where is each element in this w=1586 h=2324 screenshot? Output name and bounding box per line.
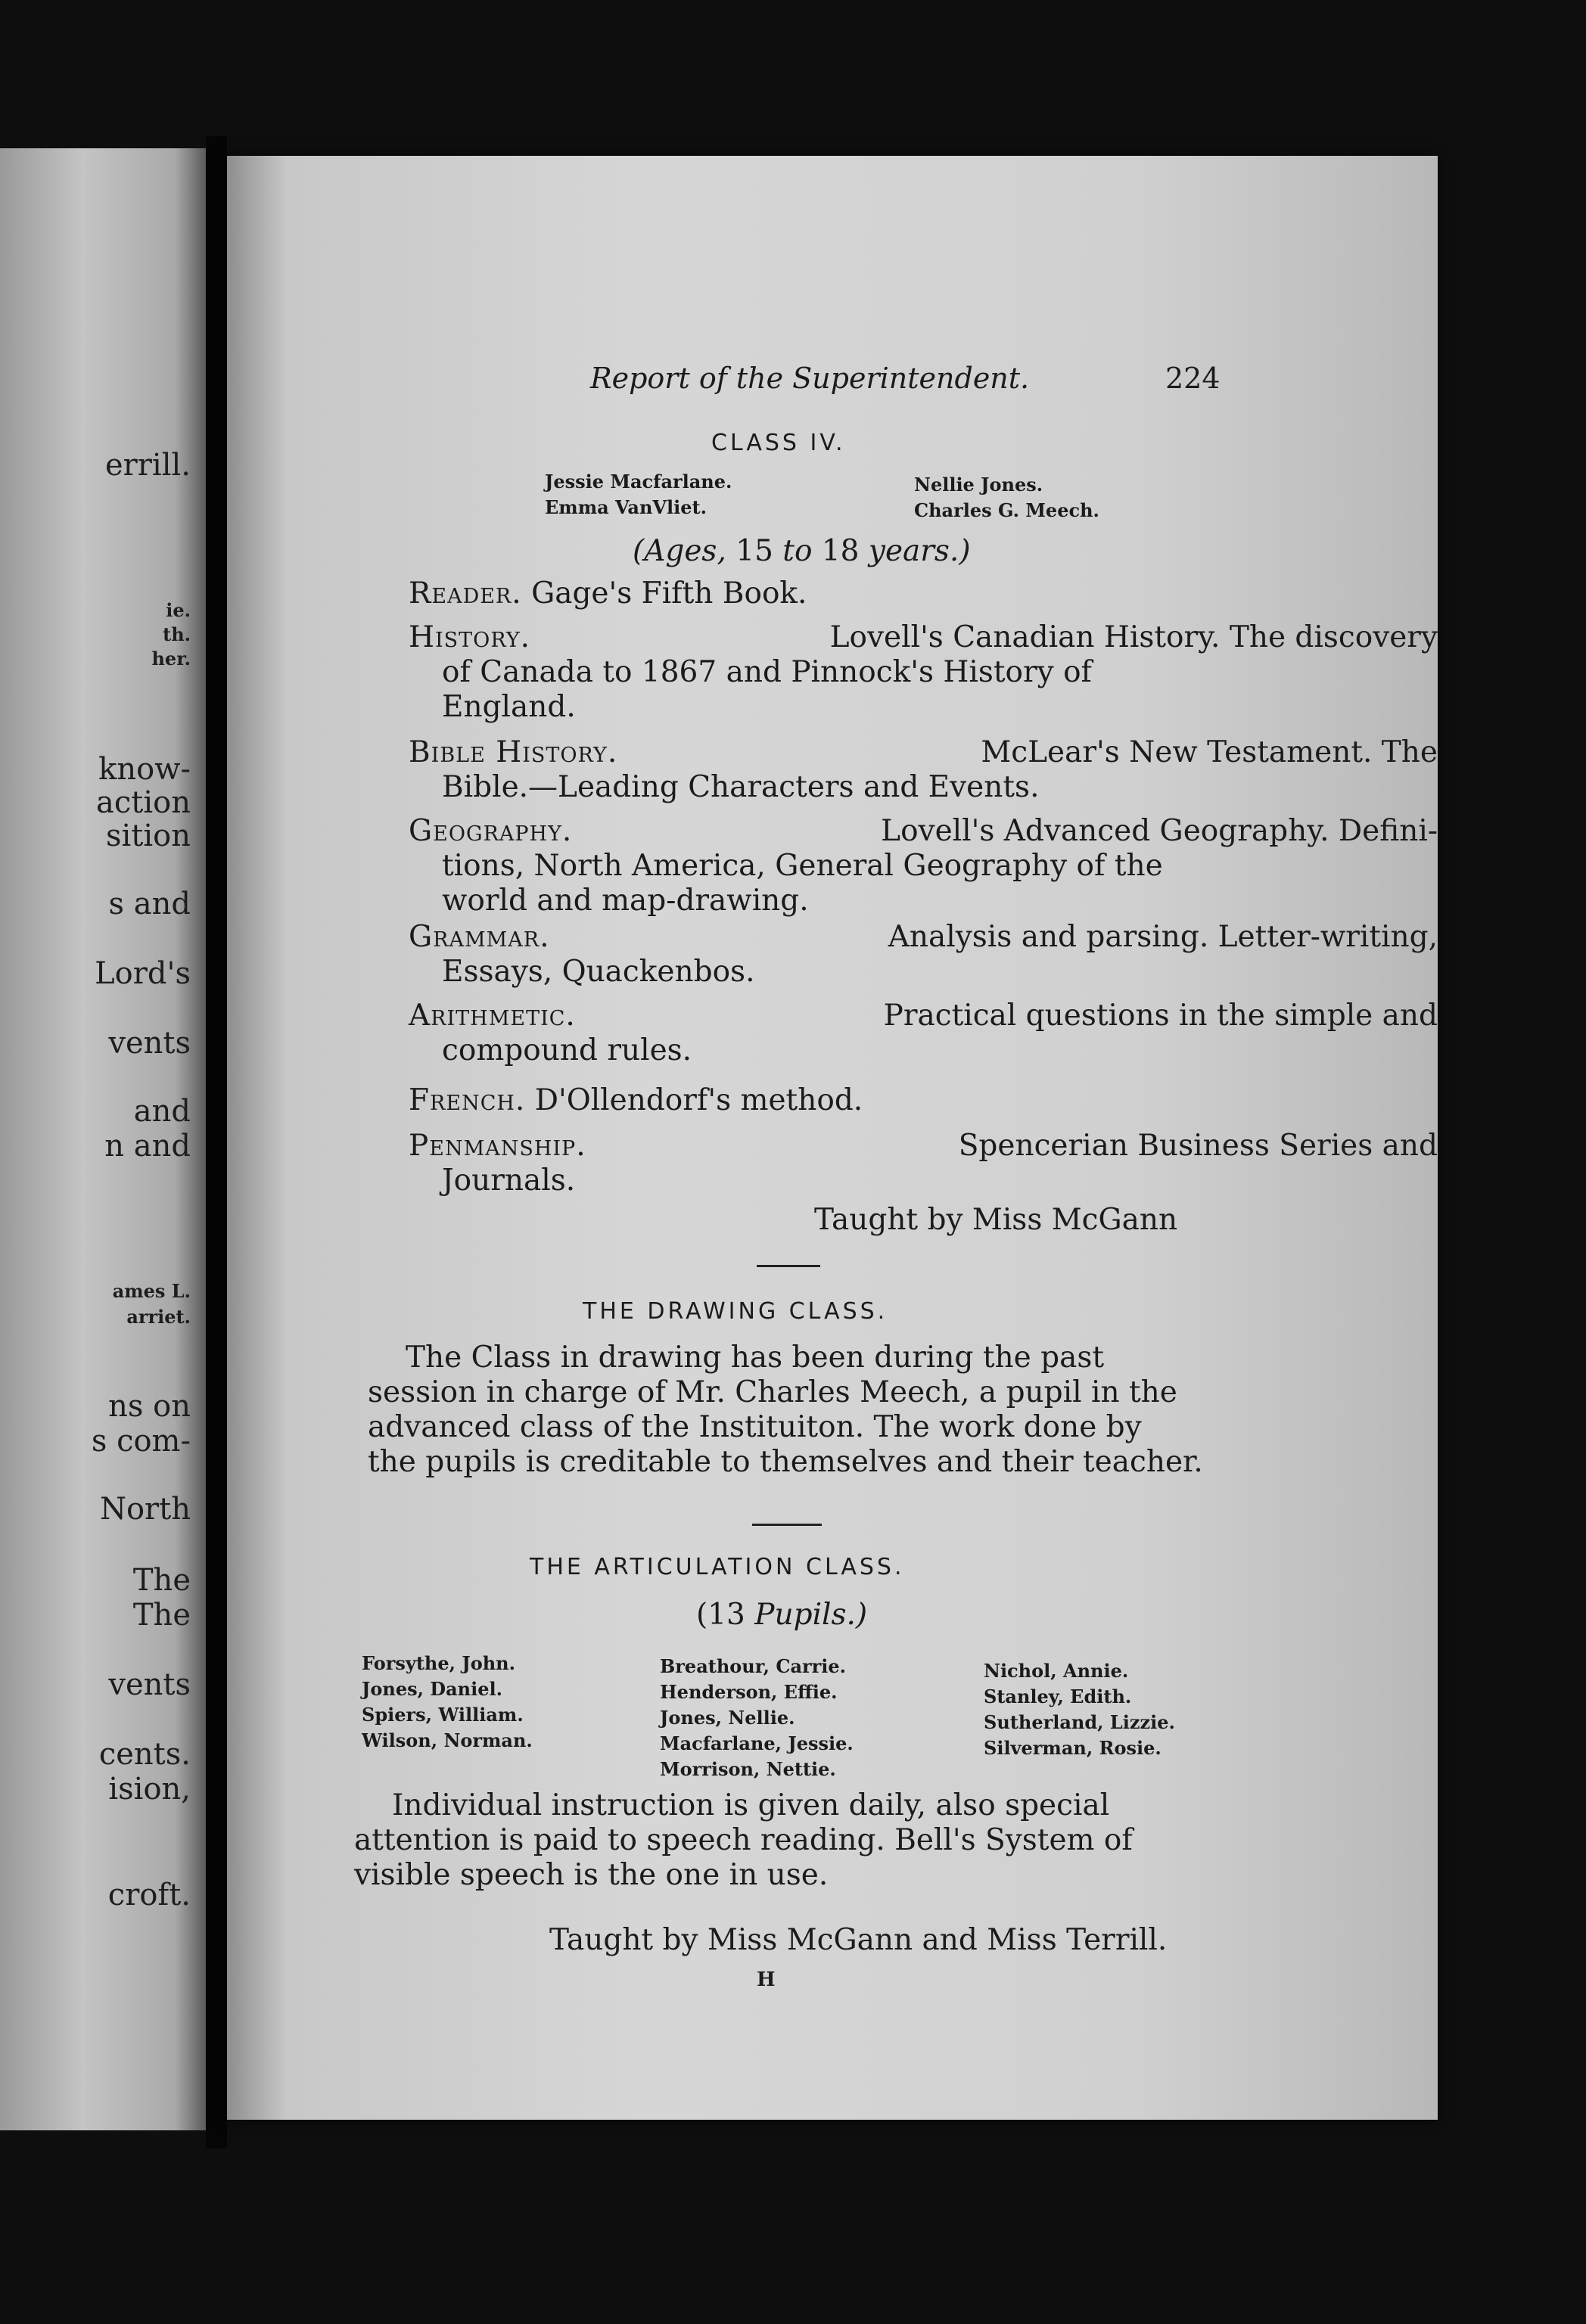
left-fragment: arriet. bbox=[126, 1306, 191, 1328]
left-fragment: know- bbox=[98, 752, 191, 787]
subject-bible-history: Bible History. McLear's New Testament. The Bible.—Leading Characters and Events. bbox=[409, 735, 1438, 804]
drawing-class-heading: THE DRAWING CLASS. bbox=[583, 1298, 888, 1325]
left-fragment: s com- bbox=[91, 1424, 191, 1459]
pupil-name: Jessie Macfarlane. bbox=[545, 471, 732, 492]
page-number: 224 bbox=[1165, 362, 1221, 395]
left-fragment: ision, bbox=[108, 1772, 191, 1807]
left-fragment: her. bbox=[151, 648, 191, 670]
articulation-class-teachers: Taught by Miss McGann and Miss Terrill. bbox=[549, 1923, 1168, 1957]
left-fragment: croft. bbox=[107, 1878, 191, 1912]
pupil-name: Jones, Nellie. bbox=[660, 1707, 795, 1729]
articulation-class-paragraph: Individual instruction is given daily, also special attention is paid to speech reading. Bell's System of visible speech is the one in use. bbox=[354, 1788, 1133, 1892]
pupil-name: Jones, Daniel. bbox=[362, 1678, 502, 1700]
subject-grammar: Grammar. Analysis and parsing. Letter-writing, Essays, Quackenbos. bbox=[409, 920, 1438, 989]
left-fragment: s and bbox=[108, 887, 191, 921]
articulation-class-heading: THE ARTICULATION CLASS. bbox=[530, 1554, 905, 1580]
book-page bbox=[227, 156, 1438, 2120]
left-fragment: The bbox=[132, 1598, 191, 1633]
left-fragment: vents bbox=[108, 1667, 191, 1702]
pupil-name: Henderson, Effie. bbox=[660, 1681, 838, 1703]
left-fragment: ie. bbox=[166, 599, 191, 621]
class-iv-teacher: Taught by Miss McGann bbox=[814, 1203, 1178, 1237]
running-header-title: Report of the Superintendent. bbox=[590, 362, 1030, 395]
section-divider bbox=[757, 1265, 820, 1267]
pupil-name: Nichol, Annie. bbox=[984, 1660, 1129, 1682]
left-fragment: errill. bbox=[104, 448, 191, 483]
book-gutter bbox=[206, 136, 227, 2148]
subject-reader: Reader. Gage's Fifth Book. bbox=[409, 576, 807, 611]
pupil-name: Charles G. Meech. bbox=[914, 499, 1099, 521]
articulation-names-col3 bbox=[984, 1658, 1175, 1761]
left-fragment: ns on bbox=[108, 1389, 191, 1424]
pupil-name: Spiers, William. bbox=[362, 1704, 524, 1726]
left-fragment: The bbox=[132, 1563, 191, 1598]
subject-penmanship: Penmanship. Spencerian Business Series and Journals. bbox=[409, 1129, 1438, 1198]
left-fragment: action bbox=[96, 785, 191, 820]
class-iv-heading: CLASS IV. bbox=[711, 430, 846, 456]
left-fragment: ames L. bbox=[112, 1280, 191, 1302]
class-iv-ages: (Ages, 15 to 18 years.) bbox=[633, 534, 971, 568]
left-fragment: cents. bbox=[98, 1737, 191, 1772]
pupil-name: Morrison, Nettie. bbox=[660, 1758, 836, 1780]
left-fragment: sition bbox=[105, 819, 191, 853]
articulation-names-col2 bbox=[660, 1654, 854, 1782]
class-iv-names-right bbox=[914, 472, 1099, 524]
signature-mark: H bbox=[757, 1968, 776, 1991]
class-iv-names-left bbox=[545, 469, 732, 520]
left-fragment: vents bbox=[108, 1026, 191, 1061]
left-fragment: n and bbox=[104, 1129, 191, 1164]
left-fragment: Lord's bbox=[95, 956, 191, 991]
pupil-name: Sutherland, Lizzie. bbox=[984, 1711, 1175, 1733]
left-fragment: North bbox=[99, 1492, 191, 1527]
left-page-fragment bbox=[0, 148, 206, 2130]
pupil-name: Silverman, Rosie. bbox=[984, 1737, 1162, 1759]
left-fragment: th. bbox=[163, 623, 191, 645]
subject-arithmetic: Arithmetic. Practical questions in the simple and compound rules. bbox=[409, 999, 1438, 1067]
subject-history: History. Lovell's Canadian History. The discovery of Canada to 1867 and Pinnock's History of England. bbox=[409, 620, 1438, 724]
pupil-name: Stanley, Edith. bbox=[984, 1686, 1132, 1707]
pupil-name: Nellie Jones. bbox=[914, 474, 1043, 496]
articulation-names-col1 bbox=[362, 1651, 533, 1754]
left-fragment: and bbox=[133, 1094, 191, 1129]
subject-french: French. D'Ollendorf's method. bbox=[409, 1083, 863, 1117]
articulation-pupils-count: (13 Pupils.) bbox=[696, 1598, 868, 1632]
pupil-name: Macfarlane, Jessie. bbox=[660, 1732, 854, 1754]
subject-geography: Geography. Lovell's Advanced Geography. Defini- tions, North America, General Geography of the world and map-drawing. bbox=[409, 814, 1438, 918]
drawing-class-paragraph: The Class in drawing has been during the past session in charge of Mr. Charles Meech, a pupil in the advanced class of the Instituiton. The work done by the pupils is creditable to themselves and their teacher. bbox=[368, 1341, 1203, 1479]
section-divider bbox=[752, 1524, 822, 1526]
pupil-name: Breathour, Carrie. bbox=[660, 1655, 847, 1677]
pupil-name: Emma VanVliet. bbox=[545, 496, 707, 518]
pupil-name: Wilson, Norman. bbox=[362, 1729, 533, 1751]
pupil-name: Forsythe, John. bbox=[362, 1652, 515, 1674]
